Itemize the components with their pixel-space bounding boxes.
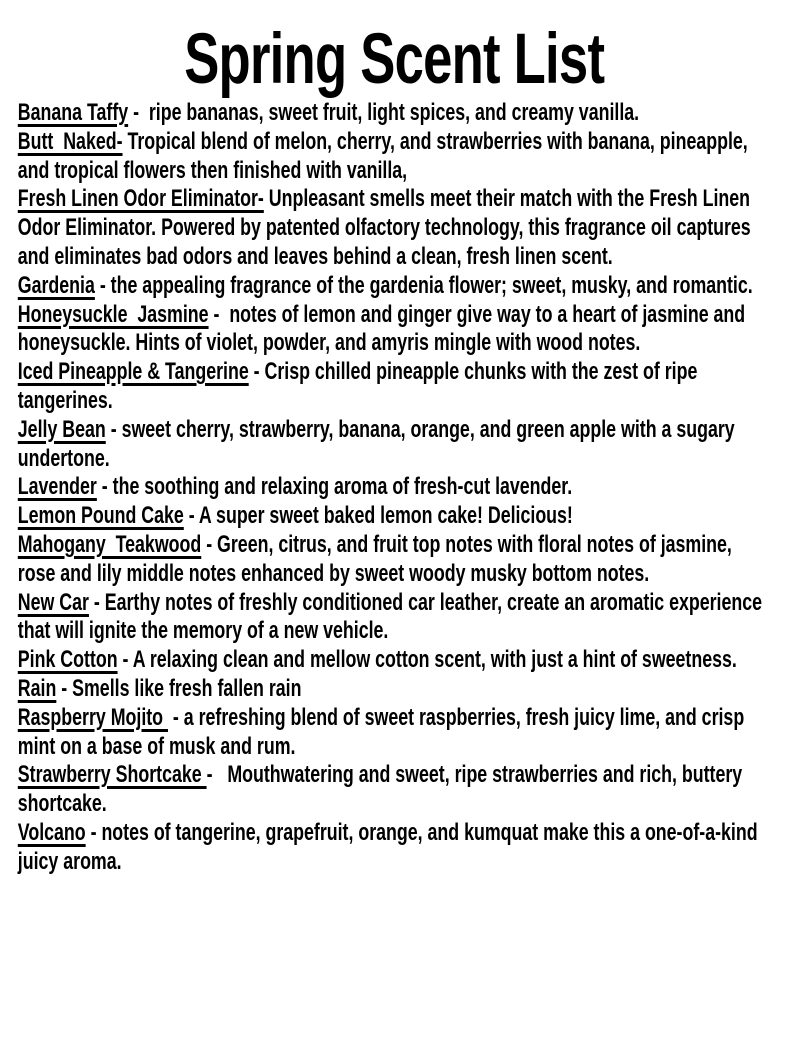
- scent-entry: [18, 272, 771, 301]
- scent-description: Tropical blend of melon, cherry, and strawberries with banana, pineapple, and tropical flowers then finished with vanilla,: [17, 127, 753, 184]
- scent-name: Strawberry Shortcake: [17, 761, 207, 789]
- document-page: [0, 20, 791, 877]
- page-title: Spring Scent List: [184, 20, 605, 99]
- scent-description: - the appealing fragrance of the gardenia flower; sweet, musky, and romantic.: [94, 271, 753, 299]
- scent-description: - Green, citrus, and fruit top notes with floral notes of jasmine, rose and lily middle notes enhanced by sweet woody musky bottom notes.: [17, 530, 737, 587]
- scent-name: Banana Taffy: [17, 99, 129, 126]
- scent-name: Rain: [17, 674, 57, 702]
- scent-entry: [18, 704, 771, 762]
- scent-description: Unpleasant smells meet their match with the Fresh Linen Odor Eliminator. Powered by patented olfactory technology, this fragrance oil captures and eliminates bad odors and leaves behind a clean, fresh linen scent.: [17, 185, 756, 270]
- scent-name: Gardenia: [17, 271, 95, 299]
- scent-entry: [18, 473, 771, 502]
- scent-description: - Mouthwatering and sweet, ripe strawberries and rich, buttery shortcake.: [17, 761, 748, 818]
- scent-entry: [18, 301, 771, 359]
- scent-description: - sweet cherry, strawberry, banana, orange, and green apple with a sugary undertone.: [17, 415, 740, 472]
- scent-entry: [18, 128, 771, 186]
- scent-name: Volcano: [17, 818, 86, 846]
- scent-name: Raspberry Mojito: [17, 703, 168, 731]
- scent-list-document: [0, 20, 781, 877]
- scent-description: - notes of tangerine, grapefruit, orange, and kumquat make this a one-of-a-kind juicy aroma.: [17, 818, 763, 875]
- scent-entry: [18, 819, 771, 877]
- scent-description: - A super sweet baked lemon cake! Delicious!: [183, 502, 573, 530]
- scent-description: - notes of lemon and ginger give way to a heart of jasmine and honeysuckle. Hints of violet, powder, and amyris mingle with wood notes.: [17, 300, 751, 357]
- scent-entry: [18, 531, 771, 589]
- scent-name: Lemon Pound Cake: [17, 502, 184, 530]
- scent-entry: [18, 358, 771, 416]
- scent-description: - A relaxing clean and mellow cotton scent, with just a hint of sweetness.: [117, 646, 737, 674]
- scent-name: Fresh Linen Odor Eliminator-: [17, 185, 264, 213]
- scent-entry: [18, 646, 771, 675]
- scent-description: - Earthy notes of freshly conditioned car leather, create an aromatic experience that will ignite the memory of a new vehicle.: [17, 588, 767, 645]
- scent-entry: [18, 502, 771, 531]
- scent-entry: [18, 761, 771, 819]
- scent-entry: [18, 675, 771, 704]
- scent-list: [18, 99, 771, 877]
- scent-name: Jelly Bean: [17, 415, 106, 443]
- scent-name: Iced Pineapple & Tangerine: [17, 358, 249, 386]
- scent-entry: [18, 99, 771, 128]
- scent-name: Lavender: [17, 473, 97, 501]
- scent-description: - Crisp chilled pineapple chunks with the zest of ripe tangerines.: [17, 358, 703, 414]
- scent-name: Mahogany Teakwood: [17, 530, 202, 558]
- scent-name: New Car: [17, 588, 89, 616]
- scent-entry: [18, 185, 771, 271]
- scent-entry: [18, 416, 771, 474]
- scent-name: Butt Naked-: [17, 127, 123, 155]
- scent-description: - the soothing and relaxing aroma of fresh-cut lavender.: [96, 473, 573, 501]
- scent-name: Pink Cotton: [17, 646, 118, 674]
- scent-description: - Smells like fresh fallen rain: [56, 674, 302, 702]
- scent-name: Honeysuckle Jasmine: [17, 300, 209, 328]
- scent-description: - a refreshing blend of sweet raspberries, fresh juicy lime, and crisp mint on a base of musk and rum.: [17, 703, 750, 760]
- scent-description: - ripe bananas, sweet fruit, light spices, and creamy vanilla.: [128, 99, 640, 126]
- scent-entry: [18, 589, 771, 647]
